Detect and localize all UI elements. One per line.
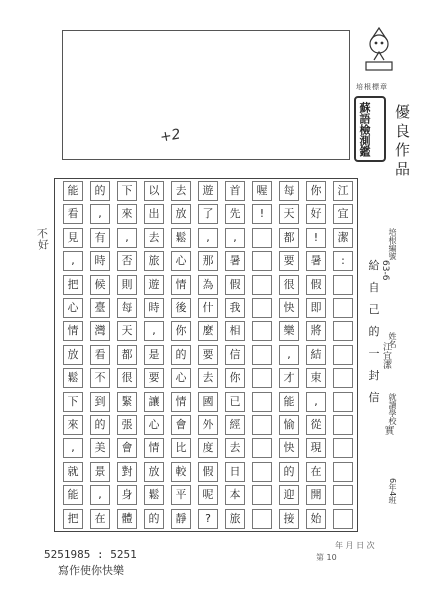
- bottom-slogan: 寫作使你快樂: [58, 564, 124, 577]
- grid-cell: 下: [117, 181, 137, 201]
- grid-cell: 放: [144, 462, 164, 482]
- grid-cell: 暑: [225, 251, 245, 271]
- grid-cell: 較: [171, 462, 191, 482]
- grid-cell: 要: [279, 251, 299, 271]
- grid-cell: 相: [225, 321, 245, 341]
- grid-cell: 假: [198, 462, 218, 482]
- grid-cell: [252, 251, 272, 271]
- grid-cell: 放: [171, 204, 191, 224]
- grid-cell: 束: [306, 368, 326, 388]
- grid-cell: 度: [198, 438, 218, 458]
- grid-cell: 看: [63, 204, 83, 224]
- grid-cell: ,: [63, 438, 83, 458]
- grid-cell: 張: [117, 415, 137, 435]
- grid-cell: ,: [306, 392, 326, 412]
- grid-column: [63, 179, 83, 531]
- grid-cell: ,: [90, 204, 110, 224]
- grid-cell: 來: [63, 415, 83, 435]
- grid-cell: [252, 415, 272, 435]
- grid-cell: 緊: [117, 392, 137, 412]
- grid-cell: [333, 485, 353, 505]
- grid-cell: 快: [279, 298, 299, 318]
- grid-cell: ,: [279, 345, 299, 365]
- grid-column: [225, 179, 245, 531]
- grid-cell: ,: [63, 251, 83, 271]
- grid-cell: 為: [198, 275, 218, 295]
- grid-cell: [252, 392, 272, 412]
- grid-cell: [252, 228, 272, 248]
- grid-cell: ,: [144, 321, 164, 341]
- grid-cell: 見: [63, 228, 83, 248]
- grid-cell: 的: [279, 462, 299, 482]
- stamp-text: 蘇語檢測鑑: [358, 102, 371, 157]
- grid-cell: 不: [90, 368, 110, 388]
- grid-cell: 現: [306, 438, 326, 458]
- grid-cell: 才: [279, 368, 299, 388]
- grid-cell: [252, 321, 272, 341]
- grid-cell: 都: [117, 345, 137, 365]
- grid-cell: [252, 368, 272, 388]
- grid-cell: [333, 509, 353, 529]
- grid-column: [171, 179, 191, 531]
- grid-cell: 否: [117, 251, 137, 271]
- grid-cell: 江: [333, 181, 353, 201]
- grid-cell: 很: [117, 368, 137, 388]
- grid-cell: 要: [144, 368, 164, 388]
- grid-cell: 情: [171, 275, 191, 295]
- grid-cell: 心: [171, 368, 191, 388]
- meta-school-label: 就讀學校: [388, 393, 397, 425]
- grid-cell: 接: [279, 509, 299, 529]
- grid-cell: 去: [198, 368, 218, 388]
- grid-cell: 是: [144, 345, 164, 365]
- grid-cell: 情: [171, 392, 191, 412]
- grid-column: [333, 179, 353, 531]
- grid-cell: 假: [306, 275, 326, 295]
- grid-cell: 每: [117, 298, 137, 318]
- title-char: 信: [368, 391, 380, 404]
- grid-cell: 要: [198, 345, 218, 365]
- grid-cell: 始: [306, 509, 326, 529]
- grid-cell: 遊: [144, 275, 164, 295]
- side-note: 不好: [34, 227, 51, 251]
- grid-cell: 呢: [198, 485, 218, 505]
- grid-cell: 從: [306, 415, 326, 435]
- grid-column: [198, 179, 218, 531]
- grid-cell: 的: [171, 345, 191, 365]
- page-number: 第 10: [316, 553, 337, 562]
- grid-cell: [252, 509, 272, 529]
- grid-cell: 旅: [144, 251, 164, 271]
- grid-cell: 把: [63, 275, 83, 295]
- title-char: 給: [368, 259, 380, 272]
- grid-cell: 鬆: [171, 228, 191, 248]
- grid-cell: 你: [171, 321, 191, 341]
- grid-column: [144, 179, 164, 531]
- grid-cell: 靜: [171, 509, 191, 529]
- grid-cell: 已: [225, 392, 245, 412]
- grid-cell: 天: [117, 321, 137, 341]
- title-char: 的: [368, 325, 380, 338]
- grid-column: [279, 179, 299, 531]
- grid-cell: 心: [144, 415, 164, 435]
- grid-cell: 體: [117, 509, 137, 529]
- grid-cell: 結: [306, 345, 326, 365]
- grid-cell: 了: [198, 204, 218, 224]
- grid-cell: :: [333, 251, 353, 271]
- grid-cell: 能: [279, 392, 299, 412]
- grid-cell: 就: [63, 462, 83, 482]
- grid-cell: 都: [279, 228, 299, 248]
- teacher-mark: +2: [158, 126, 182, 146]
- grid-cell: 的: [90, 181, 110, 201]
- grid-cell: 時: [144, 298, 164, 318]
- logo-icon: [358, 18, 400, 78]
- grid-cell: 把: [63, 509, 83, 529]
- grid-cell: 你: [306, 181, 326, 201]
- bottom-number: 5251985 : 5251: [44, 548, 137, 561]
- grid-cell: 遊: [198, 181, 218, 201]
- grid-cell: 後: [171, 298, 191, 318]
- grid-cell: ,: [225, 228, 245, 248]
- grid-cell: 有: [90, 228, 110, 248]
- grid-cell: 迎: [279, 485, 299, 505]
- grid-cell: 你: [225, 368, 245, 388]
- grid-cell: 臺: [90, 298, 110, 318]
- grid-cell: 時: [90, 251, 110, 271]
- grid-cell: 到: [90, 392, 110, 412]
- grid-cell: [333, 345, 353, 365]
- grid-cell: [252, 462, 272, 482]
- grid-cell: 愉: [279, 415, 299, 435]
- grid-cell: 鬆: [144, 485, 164, 505]
- grid-cell: ?: [198, 509, 218, 529]
- grid-column: [90, 179, 110, 531]
- grid-cell: 的: [144, 509, 164, 529]
- grid-cell: [252, 438, 272, 458]
- grid-cell: 麼: [198, 321, 218, 341]
- grid-cell: 美: [90, 438, 110, 458]
- grid-cell: [333, 438, 353, 458]
- grid-cell: 假: [225, 275, 245, 295]
- grid-cell: [252, 485, 272, 505]
- grid-cell: [333, 298, 353, 318]
- grid-column: [306, 179, 326, 531]
- grid-cell: 我: [225, 298, 245, 318]
- grid-cell: 灣: [90, 321, 110, 341]
- grid-cell: [333, 392, 353, 412]
- grid-cell: 去: [225, 438, 245, 458]
- grid-cell: 平: [171, 485, 191, 505]
- grid-cell: 好: [306, 204, 326, 224]
- grid-cell: 來: [117, 204, 137, 224]
- grid-cell: 下: [63, 392, 83, 412]
- grid-cell: 信: [225, 345, 245, 365]
- grid-cell: 去: [171, 181, 191, 201]
- grid-cell: 會: [171, 415, 191, 435]
- grid-cell: 開: [306, 485, 326, 505]
- grid-cell: !: [252, 204, 272, 224]
- logo-caption: 培根標章: [356, 83, 388, 91]
- grid-cell: 先: [225, 204, 245, 224]
- grid-cell: 什: [198, 298, 218, 318]
- grid-cell: [333, 368, 353, 388]
- title-char: 封: [368, 369, 380, 382]
- grid-cell: 景: [90, 462, 110, 482]
- grid-cell: 讓: [144, 392, 164, 412]
- grid-cell: 情: [144, 438, 164, 458]
- grid-cell: 即: [306, 298, 326, 318]
- grid-cell: ,: [90, 485, 110, 505]
- grid-cell: 能: [63, 181, 83, 201]
- grid-cell: 候: [90, 275, 110, 295]
- grid-cell: 去: [144, 228, 164, 248]
- grid-cell: [252, 298, 272, 318]
- grid-cell: [333, 321, 353, 341]
- grid-column: [117, 179, 137, 531]
- grid-cell: 則: [117, 275, 137, 295]
- grid-cell: 對: [117, 462, 137, 482]
- grid-cell: 放: [63, 345, 83, 365]
- grid-cell: 本: [225, 485, 245, 505]
- grid-cell: 首: [225, 181, 245, 201]
- grid-cell: 心: [63, 298, 83, 318]
- grid-cell: [333, 415, 353, 435]
- grid-cell: 旅: [225, 509, 245, 529]
- meta-name-label: 姓名: [388, 332, 397, 348]
- grid-cell: 經: [225, 415, 245, 435]
- meta-code-value: 63-6: [380, 260, 390, 281]
- grid-cell: 的: [90, 415, 110, 435]
- footer-date-label: 年 月 日 次: [335, 541, 375, 550]
- grid-cell: 鬆: [63, 368, 83, 388]
- grid-cell: 日: [225, 462, 245, 482]
- grid-cell: 每: [279, 181, 299, 201]
- grid-cell: 快: [279, 438, 299, 458]
- title-char: 己: [368, 303, 380, 316]
- grid-cell: 看: [90, 345, 110, 365]
- grid-cell: ,: [117, 228, 137, 248]
- title-char: 自: [368, 281, 380, 294]
- grid-cell: 樂: [279, 321, 299, 341]
- meta-name-value: 江宜潔: [381, 342, 391, 369]
- grid-cell: 心: [171, 251, 191, 271]
- grid-cell: 國: [198, 392, 218, 412]
- grid-cell: 暑: [306, 251, 326, 271]
- grid-cell: 以: [144, 181, 164, 201]
- grid-cell: 宜: [333, 204, 353, 224]
- grid-cell: 很: [279, 275, 299, 295]
- grid-cell: ,: [198, 228, 218, 248]
- grid-cell: 比: [171, 438, 191, 458]
- grid-cell: [252, 345, 272, 365]
- title-char: 一: [368, 347, 380, 360]
- grid-cell: [333, 275, 353, 295]
- grid-column: [252, 179, 272, 531]
- grid-cell: [333, 462, 353, 482]
- grid-cell: [252, 275, 272, 295]
- competition-stamp: [354, 96, 386, 162]
- grid-cell: 外: [198, 415, 218, 435]
- grid-cell: 情: [63, 321, 83, 341]
- grid-cell: 在: [90, 509, 110, 529]
- grid-cell: 那: [198, 251, 218, 271]
- meta-code-label: 培根編號: [388, 228, 397, 260]
- grid-cell: !: [306, 228, 326, 248]
- grid-cell: 天: [279, 204, 299, 224]
- grid-cell: 喔: [252, 181, 272, 201]
- meta-grade: 6年4班: [388, 478, 397, 505]
- writing-grid: [54, 178, 358, 532]
- award-text: 優良作品: [393, 104, 411, 180]
- grid-cell: 將: [306, 321, 326, 341]
- grid-cell: 身: [117, 485, 137, 505]
- meta-school-value: 實: [382, 425, 393, 435]
- grid-cell: 能: [63, 485, 83, 505]
- grid-cell: 在: [306, 462, 326, 482]
- grid-cell: 出: [144, 204, 164, 224]
- grid-cell: 潔: [333, 228, 353, 248]
- grid-cell: 會: [117, 438, 137, 458]
- blank-top-box: [62, 30, 350, 160]
